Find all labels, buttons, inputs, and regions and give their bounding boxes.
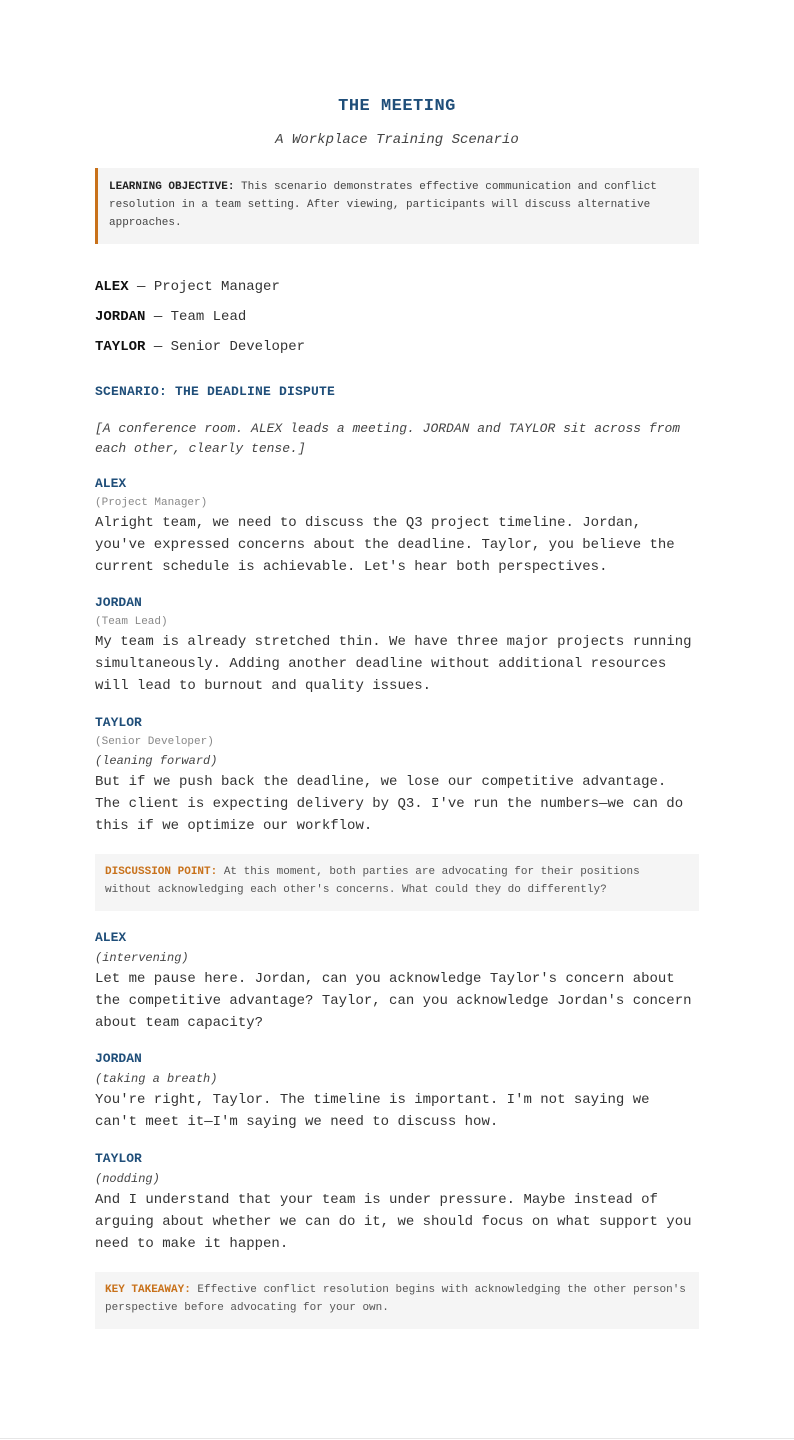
learning-objective-box: [95, 168, 699, 244]
document-subtitle: A Workplace Training Scenario: [275, 132, 519, 148]
cast-separator: —: [145, 309, 171, 325]
stage-direction: [A conference room. ALEX leads a meeting. JORDAN and TAYLOR sit across from each other, clearly tense.]: [95, 421, 681, 456]
dialogue-block-alex-2: [95, 928, 699, 1034]
dialogue-line: Alright team, we need to discuss the Q3 project timeline. Jordan, you've expressed concerns about the deadline. Taylor, you believe the current schedule is achievable. Let's hear both perspectives.: [95, 515, 675, 575]
dialogue-block-taylor: [95, 713, 699, 837]
dialogue-block-taylor-2: [95, 1149, 699, 1255]
dialogue-line: My team is already stretched thin. We have three major projects running simultaneously. Adding another deadline without additional resources will lead to burnout and quality issues.: [95, 634, 692, 694]
discussion-point-label: DISCUSSION POINT:: [105, 866, 218, 878]
cast-role: Project Manager: [153, 279, 280, 295]
discussion-point-box: [95, 854, 699, 911]
parenthetical: (leaning forward): [95, 754, 218, 768]
cast-list: [95, 277, 305, 367]
speaker-role: (Team Lead): [95, 616, 168, 628]
cast-name: ALEX: [95, 279, 129, 295]
speaker-name: TAYLOR: [95, 1151, 142, 1166]
cast-item-jordan: [95, 307, 305, 337]
cast-name: JORDAN: [95, 309, 146, 325]
key-takeaway-box: [95, 1272, 699, 1329]
dialogue-block-alex: [95, 474, 699, 578]
cast-role: Senior Developer: [170, 339, 306, 355]
speaker-name: TAYLOR: [95, 715, 142, 730]
cast-separator: —: [128, 279, 154, 295]
key-takeaway-text: Effective conflict resolution begins with acknowledging the other person's perspective before advocating for your own.: [105, 1284, 686, 1314]
dialogue-line: You're right, Taylor. The timeline is important. I'm not saying we can't meet it—I'm saying we need to discuss how.: [95, 1092, 650, 1130]
parenthetical: (taking a breath): [95, 1072, 218, 1086]
cast-separator: —: [145, 339, 171, 355]
speaker-name: ALEX: [95, 930, 127, 945]
discussion-point-text: At this moment, both parties are advocating for their positions without acknowledging each other's concerns. What could they do differently?: [105, 866, 640, 896]
cast-name: TAYLOR: [95, 339, 146, 355]
dialogue-block-jordan: [95, 593, 699, 697]
dialogue-line: But if we push back the deadline, we lose our competitive advantage. The client is expecting delivery by Q3. I've run the numbers—we can do this if we optimize our workflow.: [95, 774, 684, 834]
speaker-name: JORDAN: [95, 1051, 142, 1066]
speaker-role: (Senior Developer): [95, 736, 214, 748]
scene-heading: SCENARIO: THE DEADLINE DISPUTE: [95, 384, 336, 399]
dialogue-line: Let me pause here. Jordan, can you acknowledge Taylor's concern about the competitive advantage? Taylor, can you acknowledge Jordan's concern about team capacity?: [95, 971, 692, 1031]
document-title: THE MEETING: [338, 97, 456, 116]
parenthetical: (nodding): [95, 1172, 160, 1186]
cast-item-alex: [95, 277, 305, 307]
speaker-name: JORDAN: [95, 595, 142, 610]
speaker-name: ALEX: [95, 476, 127, 491]
parenthetical: (intervening): [95, 951, 189, 965]
objective-label: LEARNING OBJECTIVE:: [109, 181, 235, 193]
cast-role: Team Lead: [170, 309, 247, 325]
cast-item-taylor: [95, 337, 305, 367]
dialogue-line: And I understand that your team is under pressure. Maybe instead of arguing about whether we can do it, we should focus on what support you need to make it happen.: [95, 1192, 692, 1252]
objective-text: This scenario demonstrates effective communication and conflict resolution in a team setting. After viewing, participants will discuss alternative approaches.: [109, 181, 657, 229]
key-takeaway-label: KEY TAKEAWAY:: [105, 1284, 191, 1296]
speaker-role: (Project Manager): [95, 497, 208, 509]
dialogue-block-jordan-2: [95, 1049, 699, 1133]
page-bottom-divider: [0, 1438, 794, 1439]
